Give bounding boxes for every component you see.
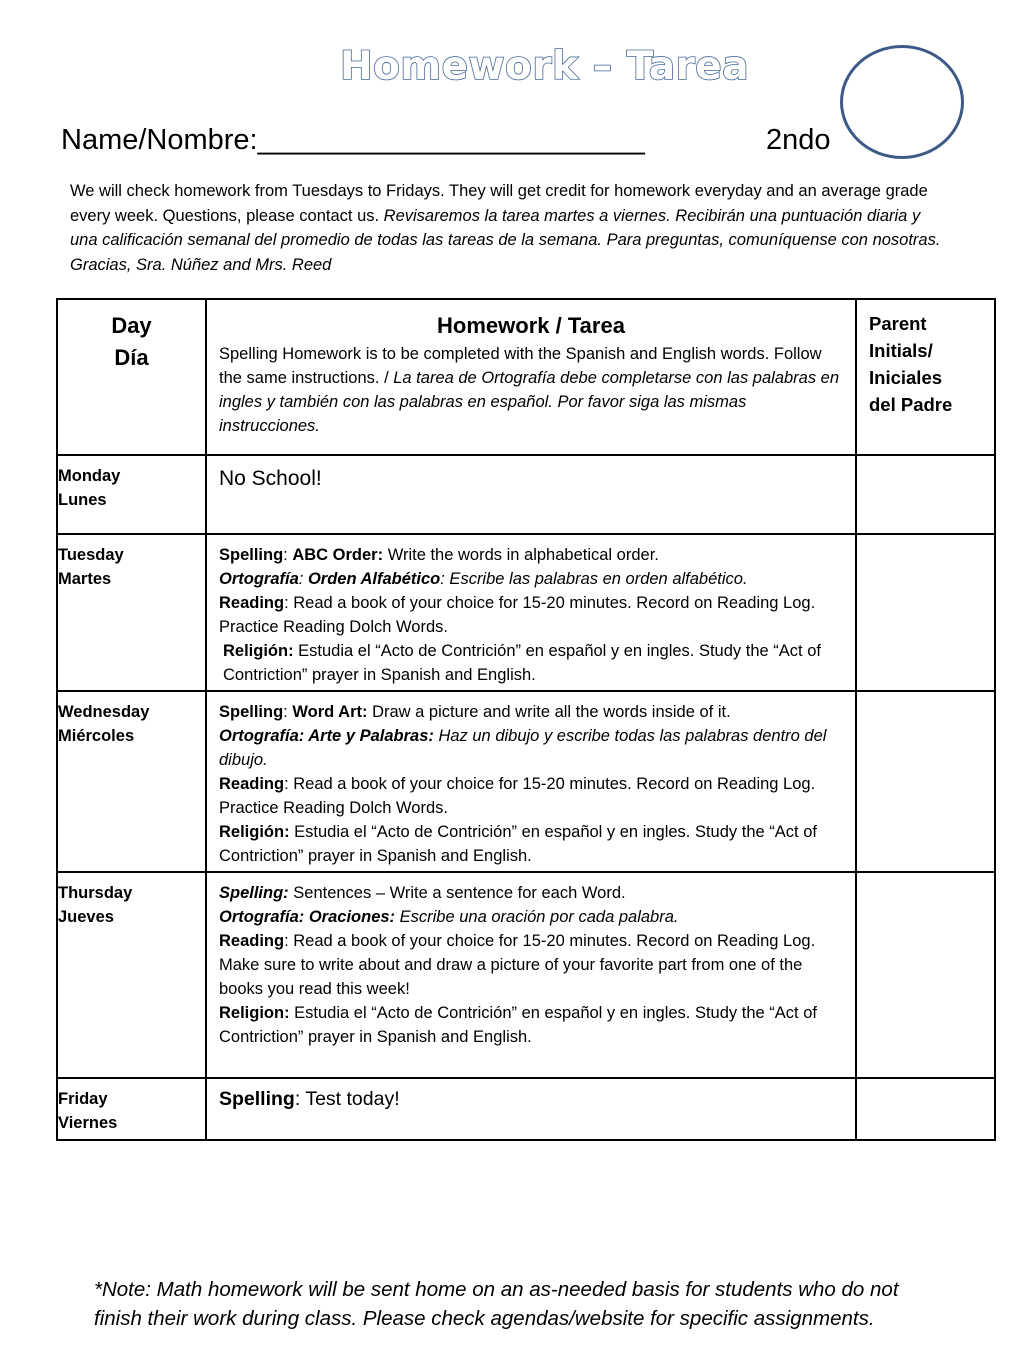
no-school-text: No School! [219,467,322,490]
reading-line [219,591,845,639]
day-en: Tuesday [58,546,124,564]
spelling-label: Spelling [219,1088,295,1110]
day-cell-friday [57,1078,206,1140]
reading-text: : Read a book of your choice for 15-20 minutes. Record on Reading Log. Practice Reading Dolch Words. [219,775,816,817]
homework-cell-tuesday [206,534,856,691]
day-cell-tuesday [57,534,206,691]
day-es: Miércoles [58,727,135,745]
intro-paragraph [70,179,950,277]
ortografia-label: Ortografía: Arte y Palabras: [219,727,434,745]
header-homework-instructions [207,342,855,438]
header-day-es: Día [114,345,149,370]
religion-text: Estudia el “Acto de Contrición” en español y en ingles. Study the “Act of Contriction” prayer in Spanish and English. [219,823,817,865]
reading-label: Reading [219,932,285,950]
reading-text: : Read a book of your choice for 15-20 minutes. Record on Reading Log. Make sure to write about and draw a picture of your favorite part from one of the books you read this week! [219,932,816,998]
ortografia-text: Haz un dibujo y escribe todas las palabras dentro del dibujo. [219,727,827,769]
day-en: Friday [58,1090,108,1108]
table-row-tuesday [57,534,995,691]
homework-table [56,298,996,1141]
homework-cell-thursday [206,872,856,1078]
spelling-label: Spelling [219,703,284,721]
table-header-row [57,299,995,455]
spelling-text: : Test today! [294,1088,400,1110]
day-en: Thursday [58,884,133,902]
reading-label: Reading [219,775,285,793]
ortografia-line: Ortografía: Orden Alfabético: Escribe las palabras en orden alfabético. [219,570,748,588]
intro-spanish: Revisaremos la tarea martes a viernes. Recibirán una puntuación diaria y una calificación semanal del promedio de todas las tareas de la semana. Para preguntas, comuníquense con nosotras. Gracias, Sra. Núñez and Mrs. Reed [70,206,941,274]
name-field-label: Name/Nombre:________________________ [61,124,645,156]
day-es: Viernes [58,1114,118,1132]
initials-cell-friday[interactable] [856,1078,995,1140]
initials-line: del Padre [869,394,953,415]
day-es: Lunes [58,491,107,509]
day-cell-monday [57,455,206,534]
initials-line: Iniciales [869,367,943,388]
spelling-line [219,1088,400,1110]
religion-label: Religión: [223,642,294,660]
grade-label: 2ndo [766,124,831,156]
reading-text: : Read a book of your choice for 15-20 minutes. Record on Reading Log. Practice Reading Dolch Words. [219,594,816,636]
religion-text: Estudia el “Acto de Contrición” en español y en ingles. Study the “Act of Contriction” prayer in Spanish and English. [219,1004,817,1046]
ortografia-label: Ortografía: Oraciones: [219,908,396,926]
initials-cell-wednesday[interactable] [856,691,995,872]
spelling-text: Draw a picture and write all the words inside of it. [367,703,731,721]
religion-line [219,1001,845,1049]
header-day-en: Day [111,313,152,338]
spelling-label: Spelling: [219,884,289,902]
spelling-label: Spelling [219,546,284,564]
spelling-activity: ABC Order: [292,546,384,564]
initials-line: Parent [869,313,927,334]
header-homework-title: Homework / Tarea [437,313,625,338]
intro-english: We will check homework from Tuesdays to Fridays. They will get credit for homework everyday and an average grade every week. Questions, please contact us. [70,182,928,225]
day-en: Wednesday [58,703,150,721]
spelling-text: Sentences – Write a sentence for each Word. [288,884,626,902]
religion-line [219,820,845,868]
ortografia-line [219,724,845,772]
day-cell-wednesday [57,691,206,872]
reading-line [219,929,845,1001]
spelling-line [219,881,845,905]
day-es: Martes [58,570,112,588]
day-es: Jueves [58,908,114,926]
table-row-thursday [57,872,995,1078]
ortografia-text: : Escribe las palabras en orden alfabético. [440,570,748,588]
grade-stamp-circle [840,45,964,159]
initials-cell-tuesday[interactable] [856,534,995,691]
footer-note: *Note: Math homework will be sent home on an as-needed basis for students who do not finish their work during class. Please check agendas/website for specific assignments. [94,1278,899,1330]
spelling-text: Write the words in alphabetical order. [383,546,659,564]
instructions-es: La tarea de Ortografía debe completarse con las palabras en ingles y también con las palabras en español. Por favor siga las mismas instrucciones. [219,369,840,435]
ortografia-text: Escribe una oración por cada palabra. [395,908,679,926]
initials-cell-thursday[interactable] [856,872,995,1078]
ortografia-label: Ortografía [219,570,299,588]
ortografia-activity: Orden Alfabético [307,570,441,588]
religion-text: Estudia el “Acto de Contrición” en español y en ingles. Study the “Act of Contriction” prayer in Spanish and English. [223,642,821,684]
homework-cell-monday [206,455,856,534]
table-row-monday [57,455,995,534]
religion-line [219,639,845,687]
table-row-wednesday [57,691,995,872]
day-en: Monday [58,467,121,485]
homework-cell-wednesday [206,691,856,872]
header-initials-cell [856,299,995,455]
day-cell-thursday [57,872,206,1078]
initials-cell-monday[interactable] [856,455,995,534]
spelling-line: Spelling: ABC Order: Write the words in alphabetical order. [219,546,659,564]
spelling-line: Spelling: Word Art: Draw a picture and write all the words inside of it. [219,703,731,721]
initials-line: Initials/ [869,340,933,361]
instructions-en: Spelling Homework is to be completed with the Spanish and English words. Follow the same instructions. / [219,345,822,387]
table-row-friday [57,1078,995,1140]
spelling-activity: Word Art: [292,703,368,721]
reading-line [219,772,845,820]
religion-label: Religion: [219,1004,290,1022]
ortografia-line [219,905,845,929]
reading-label: Reading [219,594,285,612]
page-title: Homework – Tarea [340,44,750,89]
header-day-cell [57,299,206,455]
homework-cell-friday [206,1078,856,1140]
header-homework-cell [206,299,856,455]
religion-label: Religión: [219,823,290,841]
